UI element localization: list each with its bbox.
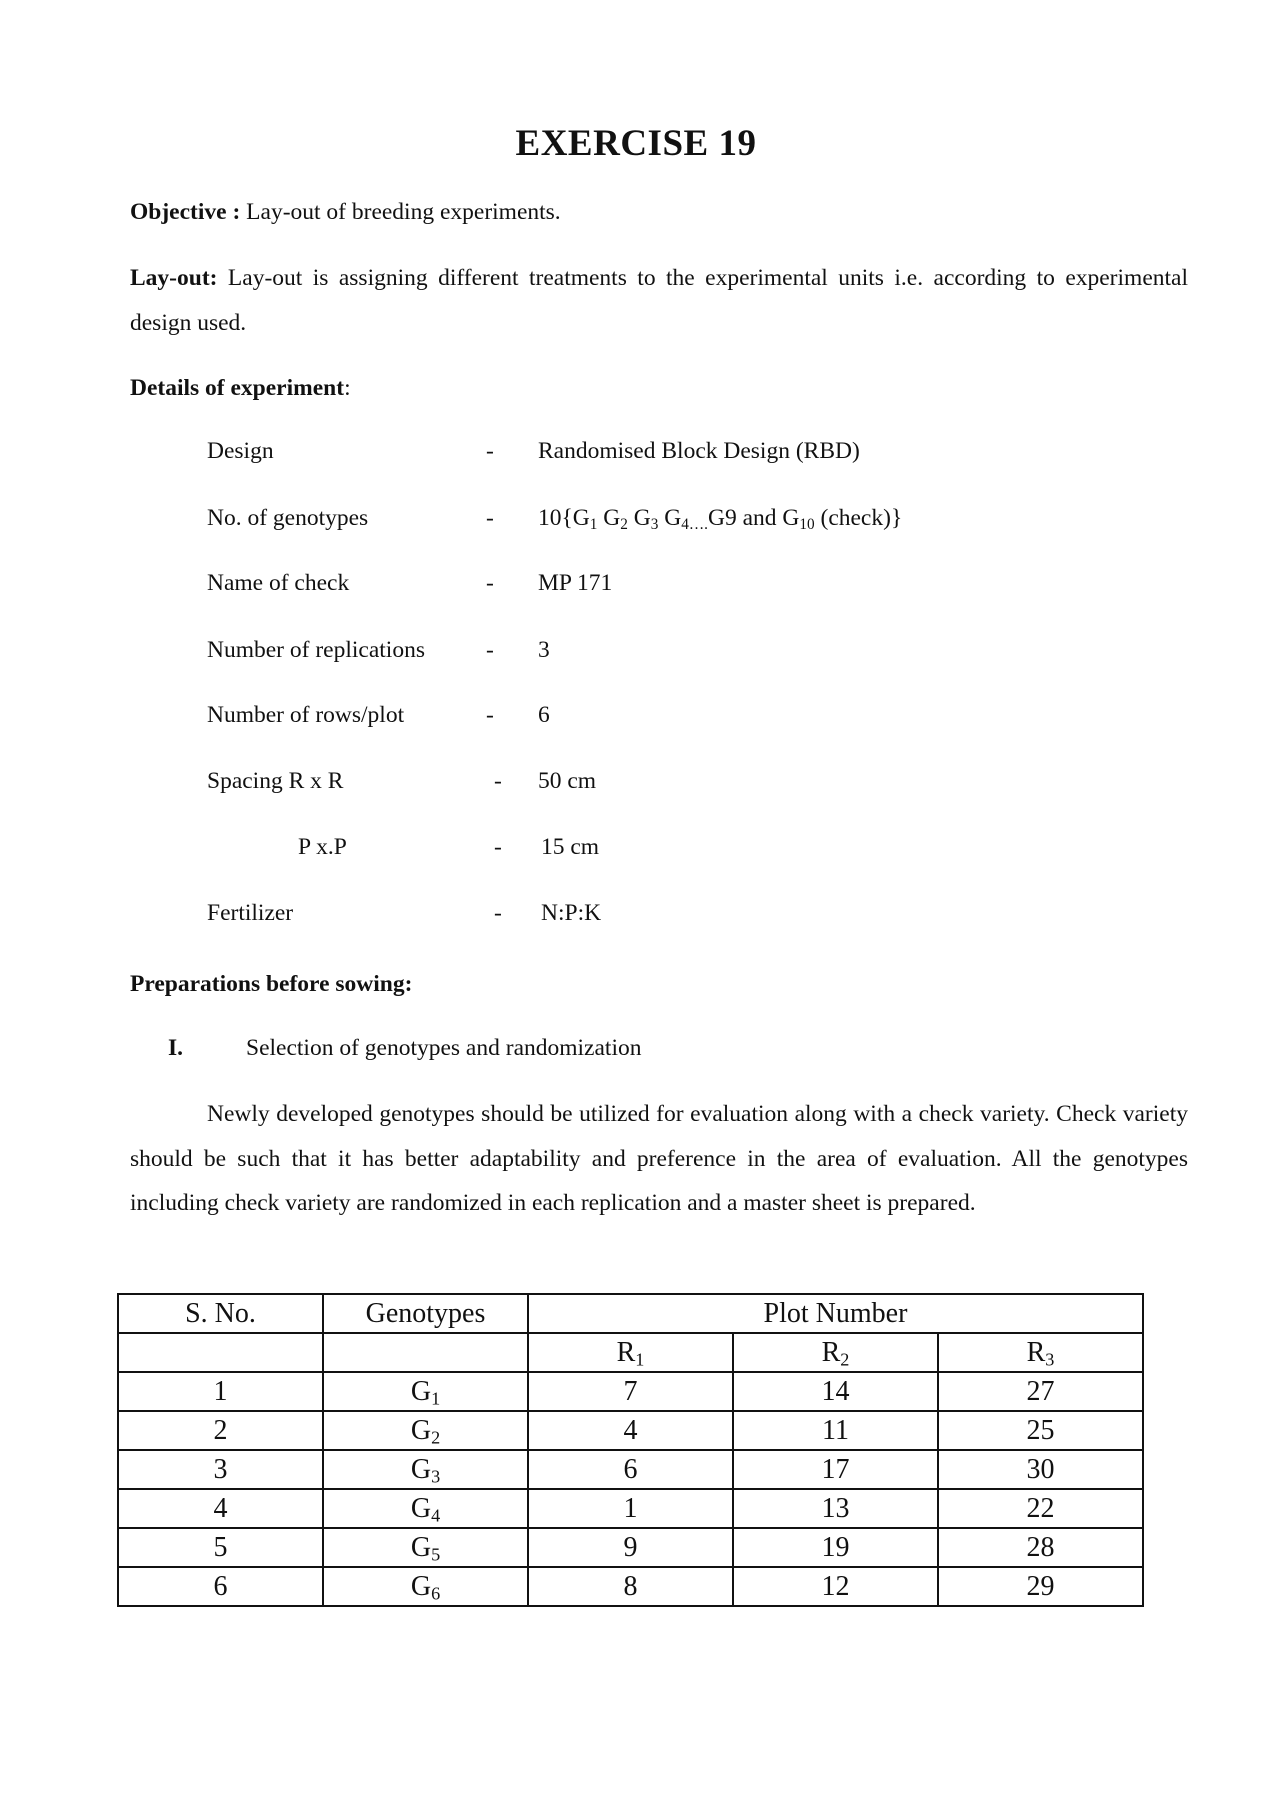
detail-value-spacing-rr: 50 cm [538,768,597,794]
detail-label-fertilizer: Fertilizer [207,900,294,926]
cell-r1: 7 [528,1372,733,1411]
cell-r2: 17 [733,1450,938,1489]
cell-r2: 19 [733,1528,938,1567]
empty-cell [118,1333,323,1372]
detail-dash: - [494,900,502,926]
cell-sno: 5 [118,1528,323,1567]
cell-r3: 27 [938,1372,1143,1411]
details-colon: : [344,375,351,401]
details-heading: Details of experiment [130,375,345,401]
details-heading-line [130,366,351,410]
objective-text: Lay-out of breeding experiments. [240,199,561,225]
header-genotypes: Genotypes [323,1294,528,1333]
table-row [118,1567,1143,1606]
header-r3: $R_3$ [938,1333,1143,1372]
value-part: G9 and G [707,505,800,531]
detail-label-design: Design [207,438,274,464]
cell-r3: 29 [938,1567,1143,1606]
table-row [118,1489,1143,1528]
cell-genotype: $G_6$ [323,1567,528,1606]
cell-r2: 13 [733,1489,938,1528]
cell-genotype: $G_4$ [323,1489,528,1528]
plot-table [117,1293,1144,1607]
header-r1: $R_1$ [528,1333,733,1372]
detail-value-replications: 3 [538,637,550,663]
layout-text: Lay-out is assigning different treatments to the experimental units i.e. according to experimental design used. [130,265,1188,336]
value-sub: 4…. [681,515,708,533]
value-part: G [597,505,621,531]
cell-sno: 4 [118,1489,323,1528]
table-header-row [118,1294,1143,1333]
table-subheader-row [118,1333,1143,1372]
detail-label-spacing-pp: P x.P [298,834,347,860]
detail-label-rows: Number of rows/plot [207,702,405,728]
cell-genotype: $G_1$ [323,1372,528,1411]
cell-r2: 11 [733,1411,938,1450]
value-sub: 1 [589,515,598,533]
cell-r3: 28 [938,1528,1143,1567]
detail-value-genotypes [538,505,902,532]
cell-r3: 30 [938,1450,1143,1489]
value-part: 10{G [538,505,590,531]
preparations-paragraph: Newly developed genotypes should be utilized for evaluation along with a check variety. Check variety should be such that it has better adaptability and preference in the area of evaluation. All the genotypes including check variety are randomized in each replication and a master sheet is prepared. [130,1101,1188,1216]
cell-r1: 1 [528,1489,733,1528]
detail-dash: - [486,637,494,663]
cell-r3: 25 [938,1411,1143,1450]
detail-value-design: Randomised Block Design (RBD) [538,438,860,464]
table-row [118,1528,1143,1567]
objective-label: Objective : [130,199,241,225]
cell-r1: 9 [528,1528,733,1567]
detail-dash: - [486,505,494,531]
value-sub: 2 [620,515,628,533]
cell-r1: 4 [528,1411,733,1450]
detail-label-check: Name of check [207,570,350,596]
cell-genotype: $G_3$ [323,1450,528,1489]
cell-r3: 22 [938,1489,1143,1528]
detail-dash: - [486,570,494,596]
cell-r1: 6 [528,1450,733,1489]
cell-genotype: $G_2$ [323,1411,528,1450]
value-part: (check)} [814,505,903,531]
cell-r2: 14 [733,1372,938,1411]
cell-sno: 6 [118,1567,323,1606]
detail-dash: - [494,834,502,860]
layout-label: Lay-out: [130,265,218,291]
value-part: G [658,505,682,531]
detail-value-spacing-pp: 15 cm [541,834,600,860]
header-r2: $R_2$ [733,1333,938,1372]
cell-sno: 2 [118,1411,323,1450]
detail-dash: - [494,768,502,794]
header-sno: S. No. [118,1294,323,1333]
page-title: EXERCISE 19 [515,123,757,164]
item-number: I. [168,1035,184,1061]
objective-line [130,190,561,234]
detail-dash: - [486,702,494,728]
layout-paragraph [130,256,1188,345]
detail-label-genotypes: No. of genotypes [207,505,369,531]
table-row [118,1450,1143,1489]
value-sub: 10 [799,515,815,533]
empty-cell [323,1333,528,1372]
cell-r2: 12 [733,1567,938,1606]
item-text: Selection of genotypes and randomization [246,1035,642,1061]
table-row [118,1372,1143,1411]
table-row [118,1411,1143,1450]
header-plot-number: Plot Number [528,1294,1143,1333]
cell-sno: 3 [118,1450,323,1489]
detail-label-spacing-rr: Spacing R x R [207,768,344,794]
value-part: G [627,505,651,531]
detail-label-replications: Number of replications [207,637,425,663]
preparations-heading: Preparations before sowing: [130,971,413,997]
cell-genotype: $G_5$ [323,1528,528,1567]
value-sub: 3 [650,515,659,533]
cell-sno: 1 [118,1372,323,1411]
detail-value-rows: 6 [538,702,550,728]
cell-r1: 8 [528,1567,733,1606]
detail-value-check: MP 171 [538,570,613,596]
detail-value-fertilizer: N:P:K [541,900,602,926]
detail-dash: - [486,438,494,464]
